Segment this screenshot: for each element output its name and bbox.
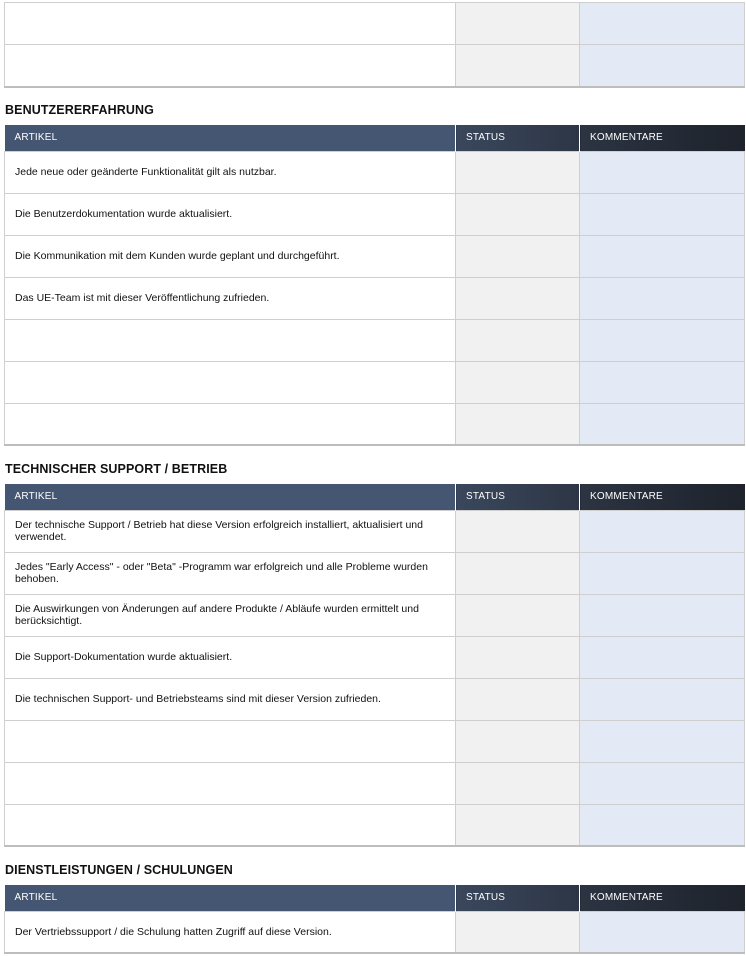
table-row: [5, 361, 745, 403]
status-cell[interactable]: [456, 804, 580, 846]
header-comments: KOMMENTARE: [580, 484, 745, 510]
comment-cell[interactable]: [580, 403, 745, 445]
status-cell[interactable]: [456, 552, 580, 594]
item-cell[interactable]: [5, 762, 456, 804]
comment-cell[interactable]: [580, 193, 745, 235]
item-cell[interactable]: [5, 3, 456, 45]
item-cell[interactable]: [5, 319, 456, 361]
status-cell[interactable]: [456, 319, 580, 361]
section-title-technical-support: TECHNISCHER SUPPORT / BETRIEB: [5, 462, 228, 476]
comment-cell[interactable]: [580, 804, 745, 846]
comment-cell[interactable]: [580, 277, 745, 319]
table-row: [5, 720, 745, 762]
comment-cell[interactable]: [580, 361, 745, 403]
status-cell[interactable]: [456, 361, 580, 403]
table-row: [5, 510, 745, 552]
status-cell[interactable]: [456, 277, 580, 319]
section-title-user-experience: BENUTZERERFAHRUNG: [5, 103, 154, 117]
comment-cell[interactable]: [580, 151, 745, 193]
item-cell[interactable]: [5, 45, 456, 87]
comment-cell[interactable]: [580, 594, 745, 636]
table-row: [5, 45, 745, 87]
table-row: [5, 594, 745, 636]
comment-cell[interactable]: [580, 3, 745, 45]
comment-cell[interactable]: [580, 678, 745, 720]
item-cell[interactable]: Die Support-Dokumentation wurde aktualisiert.: [5, 636, 456, 678]
status-cell[interactable]: [456, 911, 580, 953]
section-title-services-training: DIENSTLEISTUNGEN / SCHULUNGEN: [5, 863, 233, 877]
table-header-row: [5, 885, 745, 911]
table-row: [5, 636, 745, 678]
status-cell[interactable]: [456, 510, 580, 552]
header-item: ARTIKEL: [5, 125, 456, 151]
status-cell[interactable]: [456, 678, 580, 720]
table-services-training: [4, 885, 745, 954]
table-continued: [4, 2, 745, 88]
item-cell[interactable]: Die technischen Support- und Betriebsteams sind mit dieser Version zufrieden.: [5, 678, 456, 720]
status-cell[interactable]: [456, 720, 580, 762]
comment-cell[interactable]: [580, 319, 745, 361]
item-cell[interactable]: Die Auswirkungen von Änderungen auf andere Produkte / Abläufe wurden ermittelt und berücksichtigt.: [5, 594, 456, 636]
item-cell[interactable]: Der technische Support / Betrieb hat diese Version erfolgreich installiert, aktualisiert und verwendet.: [5, 510, 456, 552]
table-header-row: [5, 125, 745, 151]
table-row: [5, 678, 745, 720]
comment-cell[interactable]: [580, 552, 745, 594]
table-row: [5, 151, 745, 193]
item-cell[interactable]: [5, 403, 456, 445]
status-cell[interactable]: [456, 235, 580, 277]
header-item: ARTIKEL: [5, 885, 456, 911]
table-row: [5, 277, 745, 319]
header-comments: KOMMENTARE: [580, 125, 745, 151]
status-cell[interactable]: [456, 636, 580, 678]
item-cell[interactable]: Die Benutzerdokumentation wurde aktualisiert.: [5, 193, 456, 235]
table-row: [5, 193, 745, 235]
item-cell[interactable]: Jede neue oder geänderte Funktionalität gilt als nutzbar.: [5, 151, 456, 193]
status-cell[interactable]: [456, 594, 580, 636]
table-row: [5, 762, 745, 804]
comment-cell[interactable]: [580, 636, 745, 678]
table-user-experience: [4, 125, 745, 446]
header-status: STATUS: [456, 125, 580, 151]
comment-cell[interactable]: [580, 235, 745, 277]
status-cell[interactable]: [456, 45, 580, 87]
item-cell[interactable]: Das UE-Team ist mit dieser Veröffentlichung zufrieden.: [5, 277, 456, 319]
item-cell[interactable]: [5, 720, 456, 762]
status-cell[interactable]: [456, 762, 580, 804]
item-cell[interactable]: Der Vertriebssupport / die Schulung hatten Zugriff auf diese Version.: [5, 911, 456, 953]
status-cell[interactable]: [456, 403, 580, 445]
table-row: [5, 3, 745, 45]
comment-cell[interactable]: [580, 45, 745, 87]
table-row: [5, 403, 745, 445]
item-cell[interactable]: Jedes "Early Access" - oder "Beta" -Programm war erfolgreich und alle Probleme wurden behoben.: [5, 552, 456, 594]
comment-cell[interactable]: [580, 720, 745, 762]
table-technical-support: [4, 484, 745, 847]
comment-cell[interactable]: [580, 510, 745, 552]
table-row: [5, 911, 745, 953]
header-status: STATUS: [456, 484, 580, 510]
table-row: [5, 319, 745, 361]
item-cell[interactable]: Die Kommunikation mit dem Kunden wurde geplant und durchgeführt.: [5, 235, 456, 277]
table-row: [5, 804, 745, 846]
item-cell[interactable]: [5, 361, 456, 403]
comment-cell[interactable]: [580, 762, 745, 804]
status-cell[interactable]: [456, 151, 580, 193]
item-cell[interactable]: [5, 804, 456, 846]
header-comments: KOMMENTARE: [580, 885, 745, 911]
table-header-row: [5, 484, 745, 510]
comment-cell[interactable]: [580, 911, 745, 953]
status-cell[interactable]: [456, 193, 580, 235]
header-status: STATUS: [456, 885, 580, 911]
table-row: [5, 552, 745, 594]
status-cell[interactable]: [456, 3, 580, 45]
table-row: [5, 235, 745, 277]
header-item: ARTIKEL: [5, 484, 456, 510]
